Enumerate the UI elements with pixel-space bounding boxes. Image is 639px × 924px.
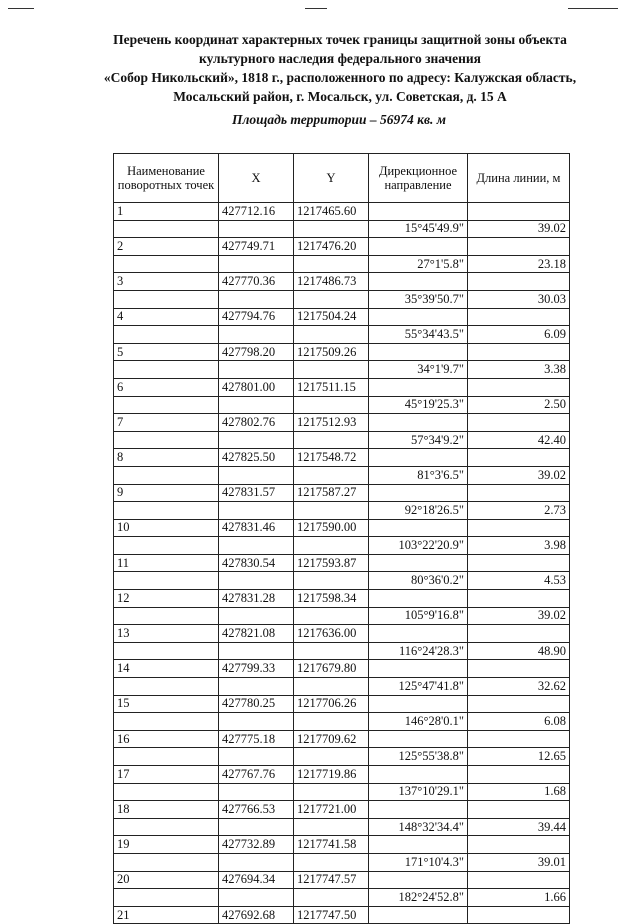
cell-length (468, 660, 570, 678)
cell-point (114, 853, 219, 871)
cell-direction: 80°36'0.2" (369, 572, 468, 590)
cell-length (468, 203, 570, 221)
table-row (114, 801, 570, 819)
cell-y: 1217548.72 (294, 449, 369, 467)
cell-direction (369, 906, 468, 924)
cell-y (294, 572, 369, 590)
cell-y: 1217741.58 (294, 836, 369, 854)
header-y: Y (294, 154, 369, 203)
cell-length: 6.09 (468, 326, 570, 344)
cell-point (114, 396, 219, 414)
cell-point (114, 748, 219, 766)
cell-x: 427830.54 (219, 554, 294, 572)
cell-x (219, 783, 294, 801)
cell-point (114, 502, 219, 520)
cell-y (294, 853, 369, 871)
cell-point: 17 (114, 766, 219, 784)
cell-length: 39.02 (468, 220, 570, 238)
cell-direction: 146°28'0.1" (369, 713, 468, 731)
table-row (114, 766, 570, 784)
cell-y: 1217511.15 (294, 378, 369, 396)
cell-direction (369, 414, 468, 432)
cell-x: 427831.46 (219, 519, 294, 537)
cell-y: 1217590.00 (294, 519, 369, 537)
cell-point: 3 (114, 273, 219, 291)
cell-x (219, 572, 294, 590)
cell-length (468, 801, 570, 819)
title-line-2: культурного наследия федерального значения (199, 51, 481, 66)
document-title (60, 30, 620, 106)
cell-y (294, 396, 369, 414)
cell-point: 20 (114, 871, 219, 889)
cell-direction (369, 273, 468, 291)
cell-length (468, 343, 570, 361)
table-row (114, 343, 570, 361)
cell-length: 32.62 (468, 678, 570, 696)
cell-x (219, 818, 294, 836)
cell-x (219, 255, 294, 273)
cell-y: 1217709.62 (294, 730, 369, 748)
cell-x: 427798.20 (219, 343, 294, 361)
header-row (114, 154, 570, 203)
cell-point (114, 466, 219, 484)
cell-point (114, 361, 219, 379)
cell-y (294, 607, 369, 625)
cell-y (294, 678, 369, 696)
cell-direction (369, 519, 468, 537)
cell-point (114, 783, 219, 801)
cell-direction: 103°22'20.9" (369, 537, 468, 555)
cell-x: 427780.25 (219, 695, 294, 713)
cell-direction: 125°47'41.8" (369, 678, 468, 696)
table-row (114, 537, 570, 555)
cell-direction (369, 554, 468, 572)
table-row (114, 378, 570, 396)
cell-direction: 125°55'38.8" (369, 748, 468, 766)
cell-y (294, 783, 369, 801)
table-row (114, 396, 570, 414)
cell-point (114, 255, 219, 273)
cell-direction (369, 203, 468, 221)
cell-point (114, 642, 219, 660)
cell-y (294, 748, 369, 766)
cell-y: 1217593.87 (294, 554, 369, 572)
cell-y: 1217747.57 (294, 871, 369, 889)
table-row (114, 607, 570, 625)
cell-direction (369, 766, 468, 784)
cell-y: 1217486.73 (294, 273, 369, 291)
cell-point (114, 713, 219, 731)
cell-point: 8 (114, 449, 219, 467)
table-row (114, 326, 570, 344)
table-row (114, 748, 570, 766)
cell-length (468, 625, 570, 643)
cell-direction: 57°34'9.2" (369, 431, 468, 449)
cell-point (114, 889, 219, 907)
territory-area: Площадь территории – 56974 кв. м (231, 112, 447, 127)
cell-length (468, 695, 570, 713)
cell-y: 1217719.86 (294, 766, 369, 784)
table-row (114, 414, 570, 432)
cell-point: 1 (114, 203, 219, 221)
cell-length: 39.01 (468, 853, 570, 871)
cell-x (219, 748, 294, 766)
cell-direction: 45°19'25.3" (369, 396, 468, 414)
cell-length: 23.18 (468, 255, 570, 273)
cell-x (219, 537, 294, 555)
table-row (114, 871, 570, 889)
cell-direction (369, 484, 468, 502)
cell-direction (369, 625, 468, 643)
cell-direction: 34°1'9.7" (369, 361, 468, 379)
table-row (114, 519, 570, 537)
cell-point: 15 (114, 695, 219, 713)
table-row (114, 906, 570, 924)
cell-point: 10 (114, 519, 219, 537)
cell-y: 1217512.93 (294, 414, 369, 432)
table-row (114, 554, 570, 572)
table-row (114, 255, 570, 273)
cell-direction: 35°39'50.7" (369, 290, 468, 308)
cell-length (468, 519, 570, 537)
cell-length: 1.68 (468, 783, 570, 801)
cell-point: 14 (114, 660, 219, 678)
cell-y (294, 361, 369, 379)
cell-x (219, 290, 294, 308)
cell-length: 12.65 (468, 748, 570, 766)
cell-length: 39.02 (468, 607, 570, 625)
cell-point (114, 607, 219, 625)
cell-y (294, 502, 369, 520)
table-row (114, 238, 570, 256)
cell-point: 21 (114, 906, 219, 924)
cell-x: 427801.00 (219, 378, 294, 396)
table-row (114, 660, 570, 678)
cell-direction (369, 871, 468, 889)
cell-x (219, 396, 294, 414)
cell-x: 427825.50 (219, 449, 294, 467)
cell-x: 427794.76 (219, 308, 294, 326)
cell-x: 427767.76 (219, 766, 294, 784)
cell-x: 427694.34 (219, 871, 294, 889)
cell-length: 6.08 (468, 713, 570, 731)
table-row (114, 572, 570, 590)
table-row (114, 484, 570, 502)
table-row (114, 220, 570, 238)
table-row (114, 466, 570, 484)
coordinates-table (113, 153, 570, 924)
table-row (114, 273, 570, 291)
table-row (114, 889, 570, 907)
scan-mark-left (8, 8, 34, 9)
cell-y (294, 431, 369, 449)
cell-direction (369, 378, 468, 396)
cell-direction (369, 449, 468, 467)
cell-y (294, 642, 369, 660)
cell-x (219, 889, 294, 907)
table-row (114, 502, 570, 520)
table-row (114, 203, 570, 221)
cell-y: 1217679.80 (294, 660, 369, 678)
cell-length (468, 238, 570, 256)
cell-length: 3.38 (468, 361, 570, 379)
cell-point (114, 220, 219, 238)
cell-x (219, 466, 294, 484)
title-line-1: Перечень координат характерных точек границы защитной зоны объекта (113, 32, 567, 47)
cell-length: 39.02 (468, 466, 570, 484)
cell-y: 1217721.00 (294, 801, 369, 819)
scan-mark-center (305, 8, 327, 9)
cell-x: 427766.53 (219, 801, 294, 819)
cell-point: 13 (114, 625, 219, 643)
cell-y (294, 255, 369, 273)
cell-x: 427831.28 (219, 590, 294, 608)
cell-length: 48.90 (468, 642, 570, 660)
cell-y (294, 889, 369, 907)
table-row (114, 361, 570, 379)
cell-y: 1217598.34 (294, 590, 369, 608)
cell-length (468, 766, 570, 784)
cell-x (219, 607, 294, 625)
cell-x: 427770.36 (219, 273, 294, 291)
table-row (114, 678, 570, 696)
cell-y: 1217465.60 (294, 203, 369, 221)
header-direction: Дирекционное направление (369, 154, 468, 203)
title-line-3: «Собор Никольский», 1818 г., расположенного по адресу: Калужская область, (103, 70, 577, 85)
cell-point: 6 (114, 378, 219, 396)
cell-direction: 15°45'49.9" (369, 220, 468, 238)
cell-length (468, 449, 570, 467)
table-row (114, 730, 570, 748)
cell-x (219, 678, 294, 696)
cell-point: 19 (114, 836, 219, 854)
cell-x: 427749.71 (219, 238, 294, 256)
cell-y: 1217587.27 (294, 484, 369, 502)
header-point-name: Наименование поворотных точек (114, 154, 219, 203)
cell-direction: 55°34'43.5" (369, 326, 468, 344)
cell-point: 9 (114, 484, 219, 502)
cell-direction: 92°18'26.5" (369, 502, 468, 520)
cell-length: 2.50 (468, 396, 570, 414)
cell-direction (369, 836, 468, 854)
cell-y (294, 537, 369, 555)
cell-length: 42.40 (468, 431, 570, 449)
title-line-4: Мосальский район, г. Мосальск, ул. Советская, д. 15 А (173, 89, 507, 104)
cell-point (114, 326, 219, 344)
scan-edge-marks (0, 8, 639, 12)
cell-direction (369, 801, 468, 819)
cell-y: 1217476.20 (294, 238, 369, 256)
cell-direction: 116°24'28.3" (369, 642, 468, 660)
cell-direction: 182°24'52.8" (369, 889, 468, 907)
table-header (114, 154, 570, 203)
table-row (114, 818, 570, 836)
cell-length (468, 378, 570, 396)
cell-direction (369, 238, 468, 256)
cell-x: 427775.18 (219, 730, 294, 748)
table-row (114, 590, 570, 608)
cell-direction (369, 695, 468, 713)
cell-length (468, 871, 570, 889)
cell-x (219, 713, 294, 731)
cell-direction: 137°10'29.1" (369, 783, 468, 801)
cell-y (294, 713, 369, 731)
cell-y: 1217636.00 (294, 625, 369, 643)
cell-length (468, 906, 570, 924)
cell-length (468, 414, 570, 432)
cell-point (114, 431, 219, 449)
cell-y: 1217504.24 (294, 308, 369, 326)
cell-y (294, 220, 369, 238)
table-row (114, 713, 570, 731)
cell-x: 427692.68 (219, 906, 294, 924)
cell-length: 3.98 (468, 537, 570, 555)
table-body (114, 203, 570, 924)
cell-direction (369, 343, 468, 361)
cell-point (114, 537, 219, 555)
cell-x (219, 361, 294, 379)
cell-y: 1217509.26 (294, 343, 369, 361)
cell-point: 4 (114, 308, 219, 326)
cell-x: 427732.89 (219, 836, 294, 854)
cell-point (114, 678, 219, 696)
cell-direction: 81°3'6.5" (369, 466, 468, 484)
cell-x: 427802.76 (219, 414, 294, 432)
cell-point: 16 (114, 730, 219, 748)
cell-point (114, 818, 219, 836)
cell-length (468, 273, 570, 291)
cell-length (468, 308, 570, 326)
cell-y (294, 818, 369, 836)
cell-length (468, 836, 570, 854)
cell-point (114, 572, 219, 590)
cell-x: 427821.08 (219, 625, 294, 643)
table-row (114, 290, 570, 308)
cell-length: 4.53 (468, 572, 570, 590)
cell-direction (369, 660, 468, 678)
cell-y (294, 290, 369, 308)
table-row (114, 625, 570, 643)
cell-length: 2.73 (468, 502, 570, 520)
cell-direction (369, 308, 468, 326)
cell-y (294, 466, 369, 484)
cell-x: 427831.57 (219, 484, 294, 502)
header-x: X (219, 154, 294, 203)
cell-y (294, 326, 369, 344)
scan-mark-right (568, 8, 618, 9)
table-row (114, 449, 570, 467)
table-row (114, 431, 570, 449)
table-row (114, 853, 570, 871)
cell-length (468, 484, 570, 502)
cell-length: 30.03 (468, 290, 570, 308)
cell-point: 5 (114, 343, 219, 361)
cell-x (219, 853, 294, 871)
cell-x (219, 220, 294, 238)
cell-point: 12 (114, 590, 219, 608)
cell-direction (369, 730, 468, 748)
table-row (114, 695, 570, 713)
table-row (114, 642, 570, 660)
table-row (114, 836, 570, 854)
cell-x: 427799.33 (219, 660, 294, 678)
table-row (114, 308, 570, 326)
cell-x (219, 502, 294, 520)
cell-direction: 171°10'4.3" (369, 853, 468, 871)
cell-point: 11 (114, 554, 219, 572)
cell-direction: 105°9'16.8" (369, 607, 468, 625)
cell-point: 18 (114, 801, 219, 819)
cell-direction: 27°1'5.8" (369, 255, 468, 273)
cell-length: 1.66 (468, 889, 570, 907)
cell-point (114, 290, 219, 308)
cell-x (219, 326, 294, 344)
cell-direction: 148°32'34.4" (369, 818, 468, 836)
cell-length (468, 554, 570, 572)
cell-point: 2 (114, 238, 219, 256)
cell-x (219, 642, 294, 660)
cell-y: 1217706.26 (294, 695, 369, 713)
cell-y: 1217747.50 (294, 906, 369, 924)
cell-length (468, 730, 570, 748)
cell-x (219, 431, 294, 449)
header-line-length: Длина линии, м (468, 154, 570, 203)
table-row (114, 783, 570, 801)
cell-length: 39.44 (468, 818, 570, 836)
cell-length (468, 590, 570, 608)
cell-x: 427712.16 (219, 203, 294, 221)
cell-direction (369, 590, 468, 608)
cell-point: 7 (114, 414, 219, 432)
